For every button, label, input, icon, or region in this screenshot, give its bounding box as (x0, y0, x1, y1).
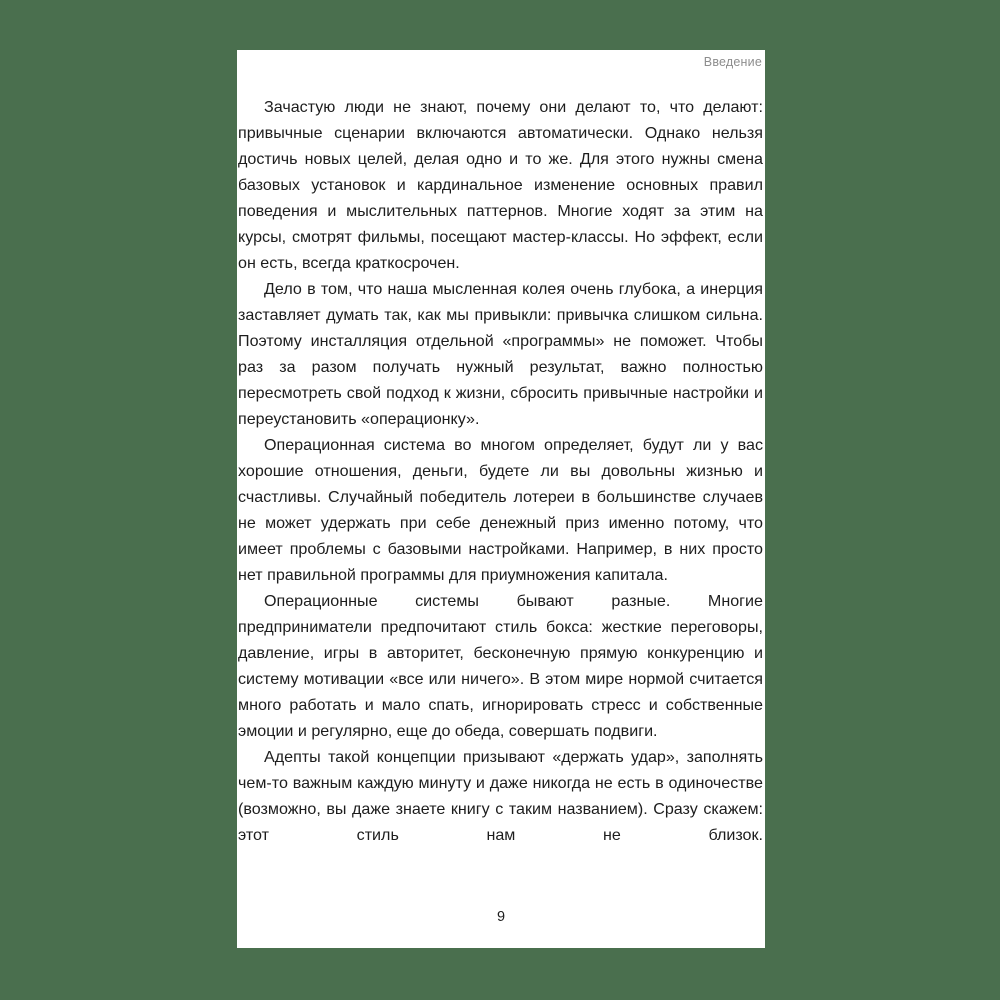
body-paragraph: Операционная система во многом определяет, будут ли у вас хорошие отношения, деньги, будете ли вы довольны жизнью и счастливы. Случайный победитель лотереи в большинстве случаев не может удержать при себе денежный приз именно потому, что имеет проблемы с базовыми настройками. Например, в них просто нет правильной программы для приумножения капитала. (238, 436, 763, 584)
body-paragraph: Дело в том, что наша мысленная колея очень глубока, а инерция заставляет думать так, как мы привыкли: привычка слишком сильна. Поэтому инсталляция отдельной «программы» не поможет. Чтобы раз за разом получать нужный результат, важно полностью пересмотреть свой подход к жизни, сбросить привычные настройки и переустановить «операционку». (238, 280, 763, 428)
body-paragraph: Зачастую люди не знают, почему они делают то, что делают: привычные сценарии включаются автоматически. Однако нельзя достичь новых целей, делая одно и то же. Для этого нужны смена базовых установок и кардинальное изменение основных правил поведения и мыслительных паттернов. Многие ходят за этим на курсы, смотрят фильмы, посещают мастер-классы. Но эффект, если он есть, всегда краткосрочен. (238, 98, 763, 272)
page-body-text (237, 80, 765, 904)
book-page (237, 50, 765, 948)
body-paragraph: Операционные системы бывают разные. Многие предприниматели предпочитают стиль бокса: жесткие переговоры, давление, игры в авторитет, бесконечную прямую конкуренцию и систему мотивации «все или ничего». В этом мире нормой считается много работать и мало спать, игнорировать стресс и собственные эмоции и регулярно, еще до обеда, совершать подвиги. (238, 592, 763, 740)
running-header: Введение (703, 55, 762, 69)
page-number: 9 (496, 909, 506, 925)
body-paragraph: Адепты такой концепции призывают «держать удар», заполнять чем-то важным каждую минуту и даже никогда не есть в одиночестве (возможно, вы даже знаете книгу с таким названием). Сразу скажем: этот стиль нам не близок. (238, 748, 763, 844)
